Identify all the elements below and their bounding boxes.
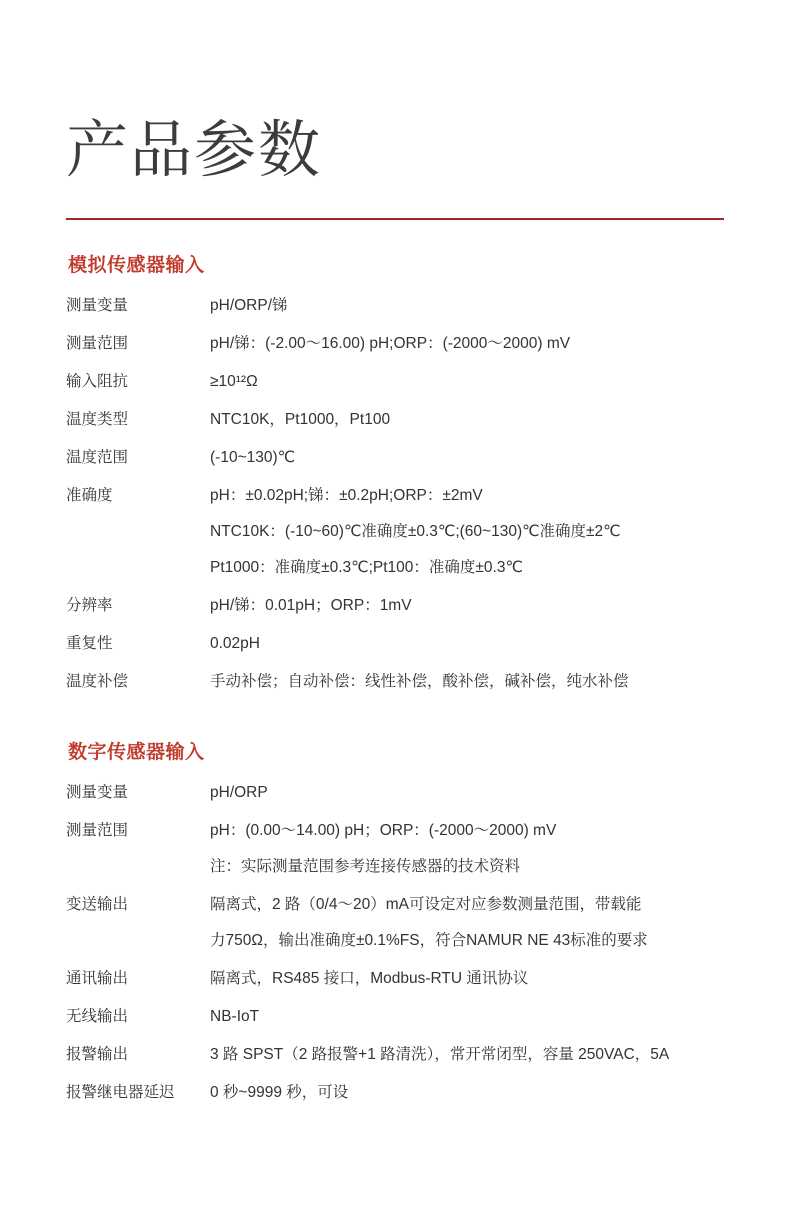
table-row — [66, 401, 724, 439]
spec-value-line: pH/锑：(-2.00～16.00) pH;ORP：(-2000～2000) mV — [210, 335, 571, 353]
section-heading-digital: 数字传感器输入 — [68, 742, 205, 764]
spec-label: 报警继电器延迟 — [66, 1084, 175, 1102]
table-row — [66, 287, 724, 325]
spec-value-line: pH/ORP/锑 — [210, 297, 288, 314]
spec-table-analog — [66, 287, 724, 701]
spec-value-line: NTC10K：(-10~60)℃准确度±0.3℃;(60~130)℃准确度±2℃ — [210, 523, 621, 541]
spec-label: 准确度 — [66, 487, 113, 505]
spec-label: 测量变量 — [66, 784, 129, 802]
spec-value — [210, 287, 724, 325]
table-row — [66, 363, 724, 401]
table-row — [66, 812, 724, 886]
spec-value — [210, 325, 724, 363]
spec-value — [210, 663, 724, 701]
spec-value — [210, 477, 724, 587]
page-title: 产品参数 — [66, 116, 323, 185]
spec-value-line: 3 路 SPST（2 路报警+1 路清洗），常开常闭型，容量 250VAC，5A — [210, 1046, 670, 1064]
table-row — [66, 1074, 724, 1112]
spec-value-line: 手动补偿；自动补偿：线性补偿，酸补偿，碱补偿，纯水补偿 — [210, 673, 629, 691]
spec-value — [210, 587, 724, 625]
spec-value-line: pH：±0.02pH;锑：±0.2pH;ORP：±2mV — [210, 487, 483, 505]
spec-value — [210, 812, 724, 886]
table-row — [66, 625, 724, 663]
spec-value — [210, 886, 724, 960]
spec-value-line: NB-IoT — [210, 1008, 260, 1026]
spec-label: 测量变量 — [66, 297, 129, 314]
table-row — [66, 1036, 724, 1074]
spec-value-line: (-10~130)℃ — [210, 449, 296, 467]
table-row — [66, 960, 724, 998]
spec-label: 温度补偿 — [66, 673, 129, 691]
spec-label: 测量范围 — [66, 335, 129, 353]
spec-label: 测量范围 — [66, 822, 129, 840]
spec-label: 无线输出 — [66, 1008, 129, 1026]
table-row — [66, 325, 724, 363]
table-row — [66, 663, 724, 701]
spec-value-line: 隔离式，RS485 接口，Modbus-RTU 通讯协议 — [210, 970, 529, 988]
table-row — [66, 439, 724, 477]
spec-value-line: pH/ORP — [210, 784, 268, 802]
spec-label: 温度类型 — [66, 411, 129, 429]
section-heading-analog: 模拟传感器输入 — [68, 255, 205, 276]
spec-value — [210, 439, 724, 477]
table-row — [66, 477, 724, 587]
spec-table-digital — [66, 774, 724, 1112]
spec-value-line: 0 秒~9999 秒，可设 — [210, 1084, 349, 1102]
table-row — [66, 774, 724, 812]
spec-value — [210, 774, 724, 812]
spec-label: 分辨率 — [66, 597, 113, 615]
table-row — [66, 998, 724, 1036]
spec-value — [210, 998, 724, 1036]
spec-label: 变送输出 — [66, 896, 129, 914]
spec-value-line: ≥10¹²Ω — [210, 373, 258, 391]
spec-value — [210, 363, 724, 401]
spec-label: 通讯输出 — [66, 970, 129, 988]
spec-value-line: pH/锑：0.01pH；ORP：1mV — [210, 597, 412, 615]
spec-value-note: 注：实际测量范围参考连接传感器的技术资料 — [210, 858, 521, 876]
spec-value-line: Pt1000：准确度±0.3℃;Pt100：准确度±0.3℃ — [210, 559, 523, 577]
spec-label: 温度范围 — [66, 449, 129, 467]
spec-value-line: NTC10K，Pt1000，Pt100 — [210, 411, 391, 429]
table-row — [66, 587, 724, 625]
spec-label: 重复性 — [66, 635, 113, 653]
spec-value — [210, 960, 724, 998]
spec-value — [210, 625, 724, 663]
spec-label: 输入阻抗 — [66, 373, 129, 391]
title-divider — [66, 218, 724, 220]
spec-value-line: 0.02pH — [210, 635, 260, 653]
table-row — [66, 886, 724, 960]
spec-value — [210, 1074, 724, 1112]
spec-value-line: 隔离式，2 路（0/4～20）mA可设定对应参数测量范围，带载能 — [210, 896, 642, 914]
spec-value — [210, 1036, 724, 1074]
spec-value-line: 力750Ω，输出准确度±0.1%FS，符合NAMUR NE 43标准的要求 — [210, 932, 648, 950]
spec-label: 报警输出 — [66, 1046, 129, 1064]
spec-value — [210, 401, 724, 439]
spec-value-line: pH：(0.00～14.00) pH；ORP：(-2000～2000) mV — [210, 822, 557, 840]
